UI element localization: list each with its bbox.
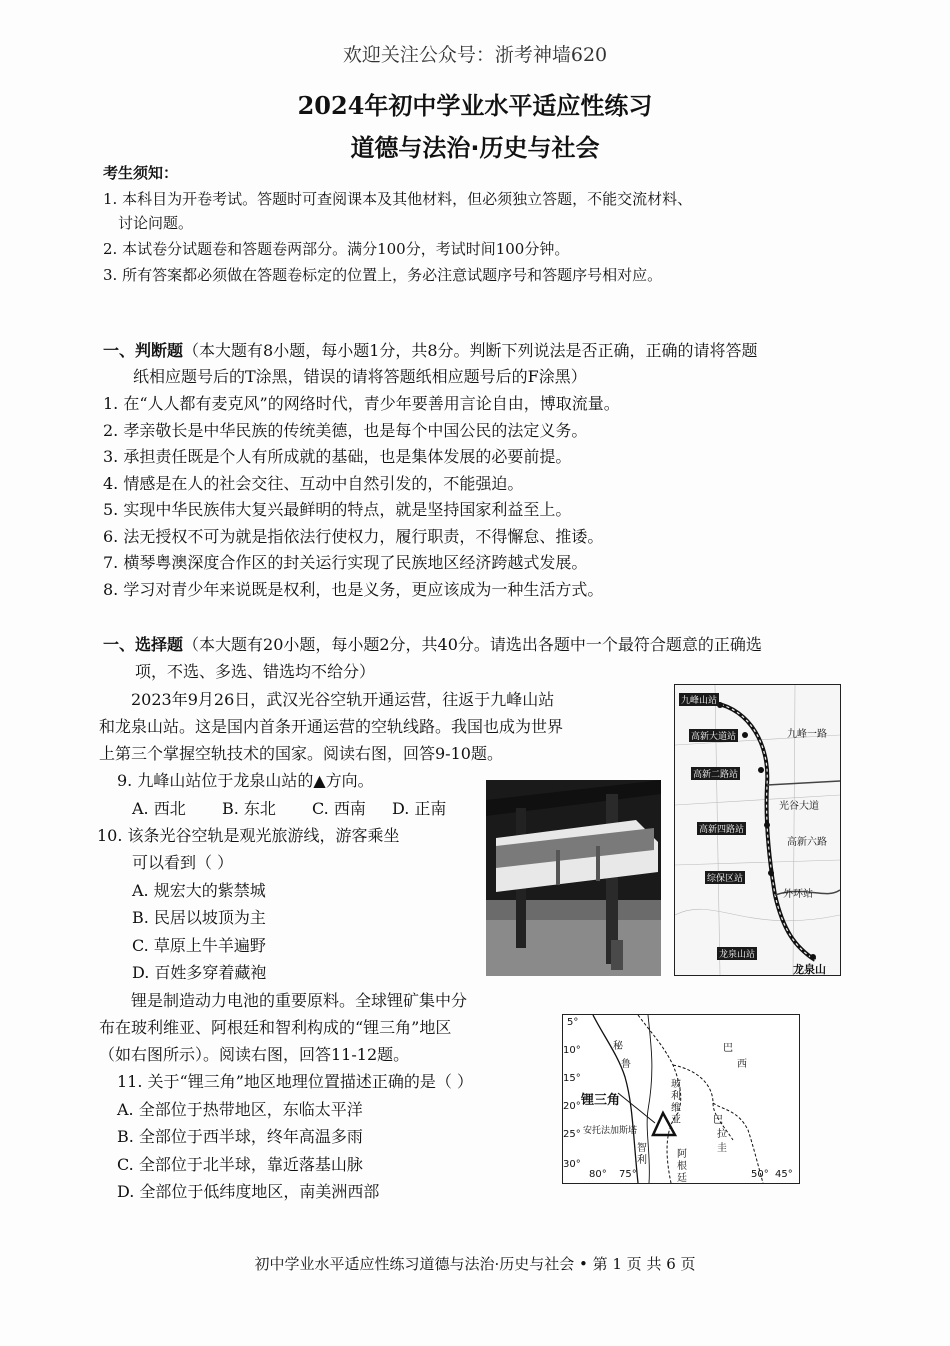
notice-item: 1. 本科目为开卷考试。答题时可查阅课本及其他材料，但必须独立答题，不能交流材料、 xyxy=(103,190,693,208)
country-char: 智 xyxy=(637,1143,647,1154)
q10-stem-cont: 可以看到（ ） xyxy=(132,853,234,872)
station-label: 高新大道站 xyxy=(689,729,738,742)
section1-desc: （本大题有8小题，每小题1分，共8分。判断下列说法是否正确，正确的请将答题 xyxy=(183,341,758,360)
country-char: 巴 xyxy=(713,1115,723,1126)
q9-stem xyxy=(117,768,374,791)
section2-desc: （本大题有20小题，每小题2分，共40分。请选出各题中一个最符合题意的正确选 xyxy=(183,635,762,654)
passage-line: （如右图所示）。阅读右图，回答11-12题。 xyxy=(99,1045,410,1064)
q10-stem: 10. 该条光谷空轨是观光旅游线，游客乘坐 xyxy=(97,826,400,845)
q11-option: B. 全部位于西半球，终年高温多雨 xyxy=(117,1127,363,1146)
map-road-label: 九峰一路 xyxy=(787,729,827,740)
station-label: 龙泉山站 xyxy=(717,947,757,960)
notice-item: 讨论问题。 xyxy=(118,214,194,232)
lat-label: 25° xyxy=(563,1129,581,1140)
lat-label: 10° xyxy=(563,1045,581,1056)
lithium-triangle-label: 锂三角 xyxy=(581,1093,621,1108)
lat-label: 30° xyxy=(563,1159,581,1170)
q11-option: C. 全部位于北半球，靠近落基山脉 xyxy=(117,1155,363,1174)
q11-option: A. 全部位于热带地区，东临太平洋 xyxy=(117,1100,363,1119)
section1-label: 一、判断题 xyxy=(103,341,184,360)
notice-heading: 考生须知： xyxy=(103,164,179,182)
exam-title: 2024年初中学业水平适应性练习 xyxy=(297,91,653,120)
country-char: 玻 xyxy=(671,1079,681,1090)
country-char: 廷 xyxy=(677,1173,687,1184)
notice-item: 3. 所有答案都必须做在答题卷标定的位置上，务必注意试题序号和答题序号相对应。 xyxy=(103,266,663,284)
q10-option: D. 百姓多穿着藏袍 xyxy=(132,963,267,982)
country-char: 维 xyxy=(671,1103,681,1114)
monorail-route-map xyxy=(674,684,841,976)
map-road-label: 光谷大道 xyxy=(779,801,819,812)
section2-label: 一、选择题 xyxy=(103,635,184,654)
passage-line: 上第三个掌握空轨技术的国家。阅读右图，回答9-10题。 xyxy=(99,744,503,763)
passage-line: 锂是制造动力电池的重要原料。全球锂矿集中分 xyxy=(131,991,468,1010)
page-footer: 初中学业水平适应性练习道德与法治·历史与社会 • 第 1 页 共 6 页 xyxy=(254,1255,696,1273)
country-char: 利 xyxy=(671,1091,681,1102)
lat-label: 20° xyxy=(563,1101,581,1112)
monorail-photo xyxy=(486,780,661,976)
lat-label: 5° xyxy=(567,1017,579,1028)
lat-label: 15° xyxy=(563,1073,581,1084)
q9-option: C. 西南 xyxy=(312,799,366,818)
station-label: 高新四路站 xyxy=(697,822,746,835)
q9-stem-pre: 9. 九峰山站位于龙泉山站的 xyxy=(117,771,314,790)
map-station-label: 外环站 xyxy=(783,889,813,900)
judge-item: 2. 孝亲敬长是中华民族的传统美德，也是每个中国公民的法定义务。 xyxy=(103,421,588,440)
q9-option: B. 东北 xyxy=(222,799,276,818)
station-label: 九峰山站 xyxy=(679,693,719,706)
lon-label: 75° xyxy=(619,1169,637,1180)
watermark-text: 欢迎关注公众号：浙考神墙620 xyxy=(342,44,608,66)
country-char: 根 xyxy=(677,1161,687,1172)
answer-blank-triangle: ▲ xyxy=(313,771,326,790)
q10-option: B. 民居以坡顶为主 xyxy=(132,908,266,927)
country-char: 鲁 xyxy=(621,1059,631,1070)
monorail-photo-drawing xyxy=(486,780,661,976)
station-label: 高新二路站 xyxy=(691,767,740,780)
lithium-triangle-map xyxy=(562,1014,800,1184)
country-char: 西 xyxy=(737,1059,747,1070)
judge-item: 7. 横琴粤澳深度合作区的封关运行实现了民族地区经济跨越式发展。 xyxy=(103,553,588,572)
q9-stem-post: 方向。 xyxy=(325,771,374,790)
notice-item: 2. 本试卷分试题卷和答题卷两部分。满分100分，考试时间100分钟。 xyxy=(103,240,570,258)
section2-desc-cont: 项，不选、多选、错选均不给分） xyxy=(135,662,376,681)
section1-desc-cont: 纸相应题号后的T涂黑，错误的请将答题纸相应题号后的F涂黑） xyxy=(133,367,587,386)
country-char: 圭 xyxy=(717,1143,727,1154)
station-label: 综保区站 xyxy=(705,871,745,884)
passage-line: 布在玻利维亚、阿根廷和智利构成的“锂三角”地区 xyxy=(99,1018,452,1037)
country-char: 亚 xyxy=(671,1115,681,1126)
lon-label: 80° xyxy=(589,1169,607,1180)
q10-option: C. 草原上牛羊遍野 xyxy=(132,936,266,955)
q11-option: D. 全部位于低纬度地区，南美洲西部 xyxy=(117,1182,380,1201)
country-char: 利 xyxy=(637,1155,647,1166)
exam-subtitle: 道德与法治·历史与社会 xyxy=(350,134,600,162)
q9-option: A. 西北 xyxy=(132,799,186,818)
map-road-label: 高新六路 xyxy=(787,837,827,848)
passage-line: 和龙泉山站。这是国内首条开通运营的空轨线路。我国也成为世界 xyxy=(99,717,564,736)
q11-stem: 11. 关于“锂三角”地区地理位置描述正确的是（ ） xyxy=(117,1072,473,1091)
country-char: 拉 xyxy=(717,1129,727,1140)
country-char: 巴 xyxy=(723,1043,733,1054)
q10-option: A. 规宏大的紫禁城 xyxy=(132,881,266,900)
section2-header xyxy=(103,632,762,655)
country-char: 阿 xyxy=(677,1149,687,1160)
passage-line: 2023年9月26日，武汉光谷空轨开通运营，往返于九峰山站 xyxy=(131,690,555,709)
judge-item: 8. 学习对青少年来说既是权利，也是义务，更应该成为一种生活方式。 xyxy=(103,580,604,599)
lon-label: 50° xyxy=(751,1169,769,1180)
judge-item: 6. 法无授权不可为就是指依法行使权力，履行职责，不得懈怠、推诿。 xyxy=(103,527,604,546)
judge-item: 4. 情感是在人的社会交往、互动中自然引发的，不能强迫。 xyxy=(103,474,524,493)
city-label: 安托法加斯塔 xyxy=(583,1126,638,1136)
judge-item: 1. 在“人人都有麦克风”的网络时代，青少年要善用言论自由，博取流量。 xyxy=(103,394,620,413)
judge-item: 3. 承担责任既是个人有所成就的基础，也是集体发展的必要前提。 xyxy=(103,447,572,466)
judge-item: 5. 实现中华民族伟大复兴最鲜明的特点，就是坚持国家利益至上。 xyxy=(103,500,572,519)
q9-option: D. 正南 xyxy=(392,799,447,818)
country-char: 秘 xyxy=(613,1041,623,1052)
section1-header xyxy=(103,338,758,361)
lon-label: 45° xyxy=(775,1169,793,1180)
map-place-label: 龙泉山 xyxy=(793,963,826,976)
